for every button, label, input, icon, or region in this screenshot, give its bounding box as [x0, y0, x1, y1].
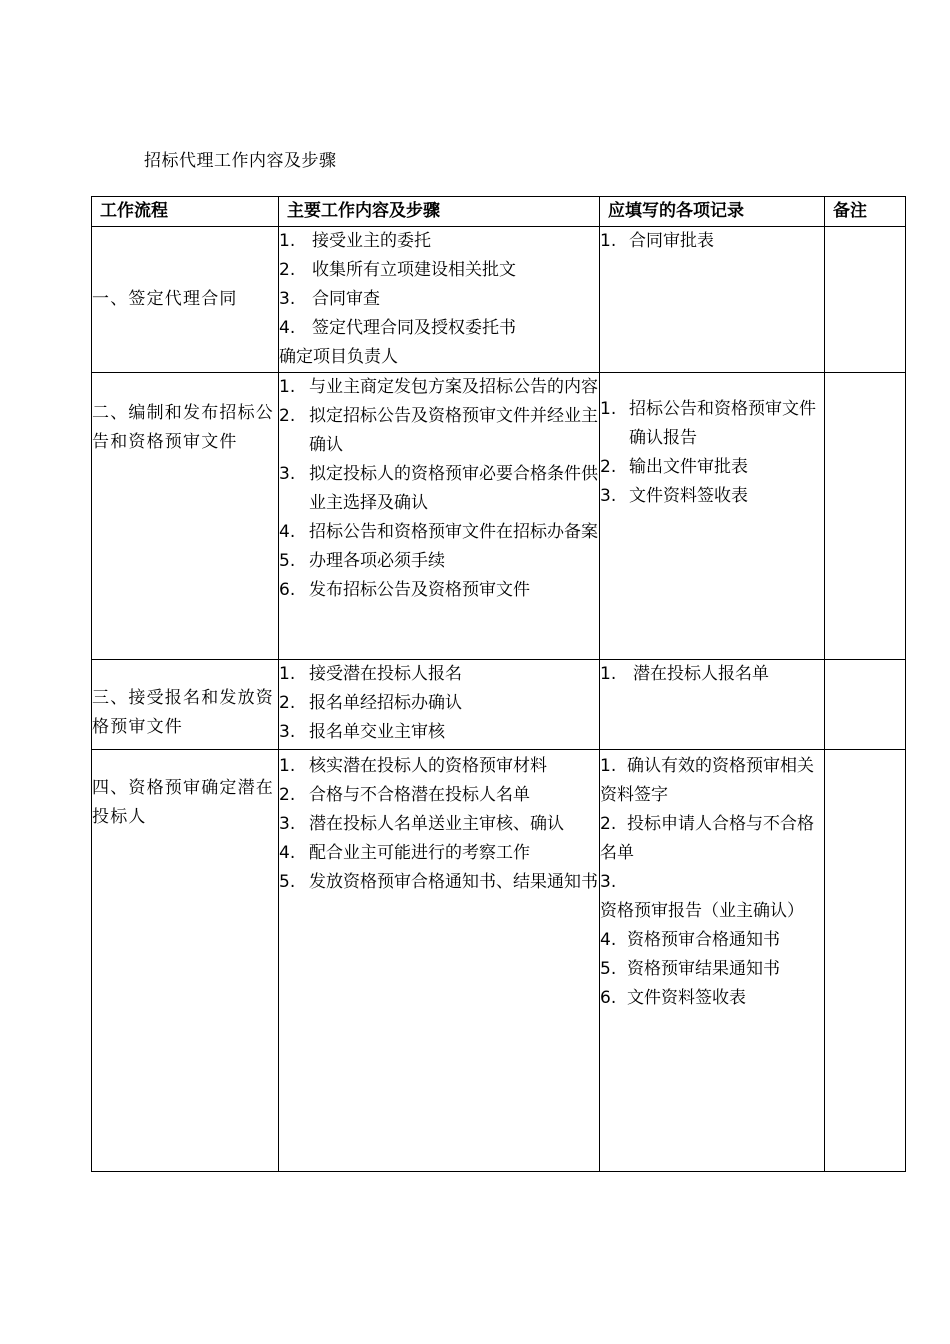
list-item: 4. 资格预审合格通知书 — [600, 930, 781, 950]
list-item: 5. 办理各项必须手续 — [279, 551, 445, 571]
remarks-cell — [825, 373, 906, 660]
table-header-row — [92, 197, 906, 227]
records-cell — [600, 660, 825, 750]
list-item: 3. 拟定投标人的资格预审必要合格条件供业主选择及确认 — [279, 464, 598, 513]
list-item: 4. 配合业主可能进行的考察工作 — [279, 843, 530, 863]
list-item: 2. 收集所有立项建设相关批文 — [279, 260, 516, 280]
list-item: 1. 与业主商定发包方案及招标公告的内容 — [279, 377, 598, 397]
list-item: 4. 签定代理合同及授权委托书 — [279, 318, 516, 338]
table-row — [92, 750, 906, 1172]
stage-cell: 三、接受报名和发放资格预审文件 — [92, 660, 279, 750]
header-steps: 主要工作内容及步骤 — [279, 197, 600, 227]
list-item: 2. 输出文件审批表 — [600, 457, 748, 477]
records-cell — [600, 373, 825, 660]
document-title: 招标代理工作内容及步骤 — [144, 151, 337, 171]
list-item: 5. 发放资格预审合格通知书、结果通知书 — [279, 872, 598, 892]
list-item: 3. 报名单交业主审核 — [279, 722, 445, 742]
stage-cell: 二、编制和发布招标公告和资格预审文件 — [92, 373, 279, 660]
list-item: 3. 潜在投标人名单送业主审核、确认 — [279, 814, 564, 834]
list-item: 3. 文件资料签收表 — [600, 486, 748, 506]
records-cell — [600, 227, 825, 373]
table-row — [92, 660, 906, 750]
list-item-extra: 确定项目负责人 — [279, 347, 398, 367]
list-item: 1. 接受业主的委托 — [279, 231, 431, 251]
stage-cell: 一、签定代理合同 — [92, 227, 279, 373]
list-item: 2. 拟定招标公告及资格预审文件并经业主确认 — [279, 406, 598, 455]
steps-cell — [279, 227, 600, 373]
list-item: 5. 资格预审结果通知书 — [600, 959, 781, 979]
list-item: 2. 报名单经招标办确认 — [279, 693, 462, 713]
list-item: 6. 发布招标公告及资格预审文件 — [279, 580, 530, 600]
list-item: 1. 潜在投标人报名单 — [600, 664, 769, 684]
list-item: 2. 投标申请人合格与不合格名单 — [600, 814, 815, 863]
list-item: 1. 合同审批表 — [600, 231, 714, 251]
list-item: 3. 资格预审报告（业主确认） — [600, 872, 804, 921]
steps-cell — [279, 750, 600, 1172]
header-records: 应填写的各项记录 — [600, 197, 825, 227]
stage-cell: 四、资格预审确定潜在投标人 — [92, 750, 279, 1172]
list-item: 2. 合格与不合格潜在投标人名单 — [279, 785, 530, 805]
remarks-cell — [825, 227, 906, 373]
steps-cell — [279, 373, 600, 660]
list-item: 6. 文件资料签收表 — [600, 988, 747, 1008]
header-remarks: 备注 — [825, 197, 906, 227]
remarks-cell — [825, 750, 906, 1172]
process-table — [91, 196, 906, 1172]
steps-cell — [279, 660, 600, 750]
list-item: 3. 合同审查 — [279, 289, 380, 309]
list-item: 1. 接受潜在投标人报名 — [279, 664, 462, 684]
list-item: 1. 核实潜在投标人的资格预审材料 — [279, 756, 547, 776]
table-row — [92, 227, 906, 373]
header-process: 工作流程 — [92, 197, 279, 227]
list-item: 4. 招标公告和资格预审文件在招标办备案 — [279, 522, 598, 542]
records-cell — [600, 750, 825, 1172]
table-row — [92, 373, 906, 660]
list-item: 1. 招标公告和资格预审文件确认报告 — [600, 399, 816, 448]
remarks-cell — [825, 660, 906, 750]
list-item: 1. 确认有效的资格预审相关资料签字 — [600, 756, 815, 805]
